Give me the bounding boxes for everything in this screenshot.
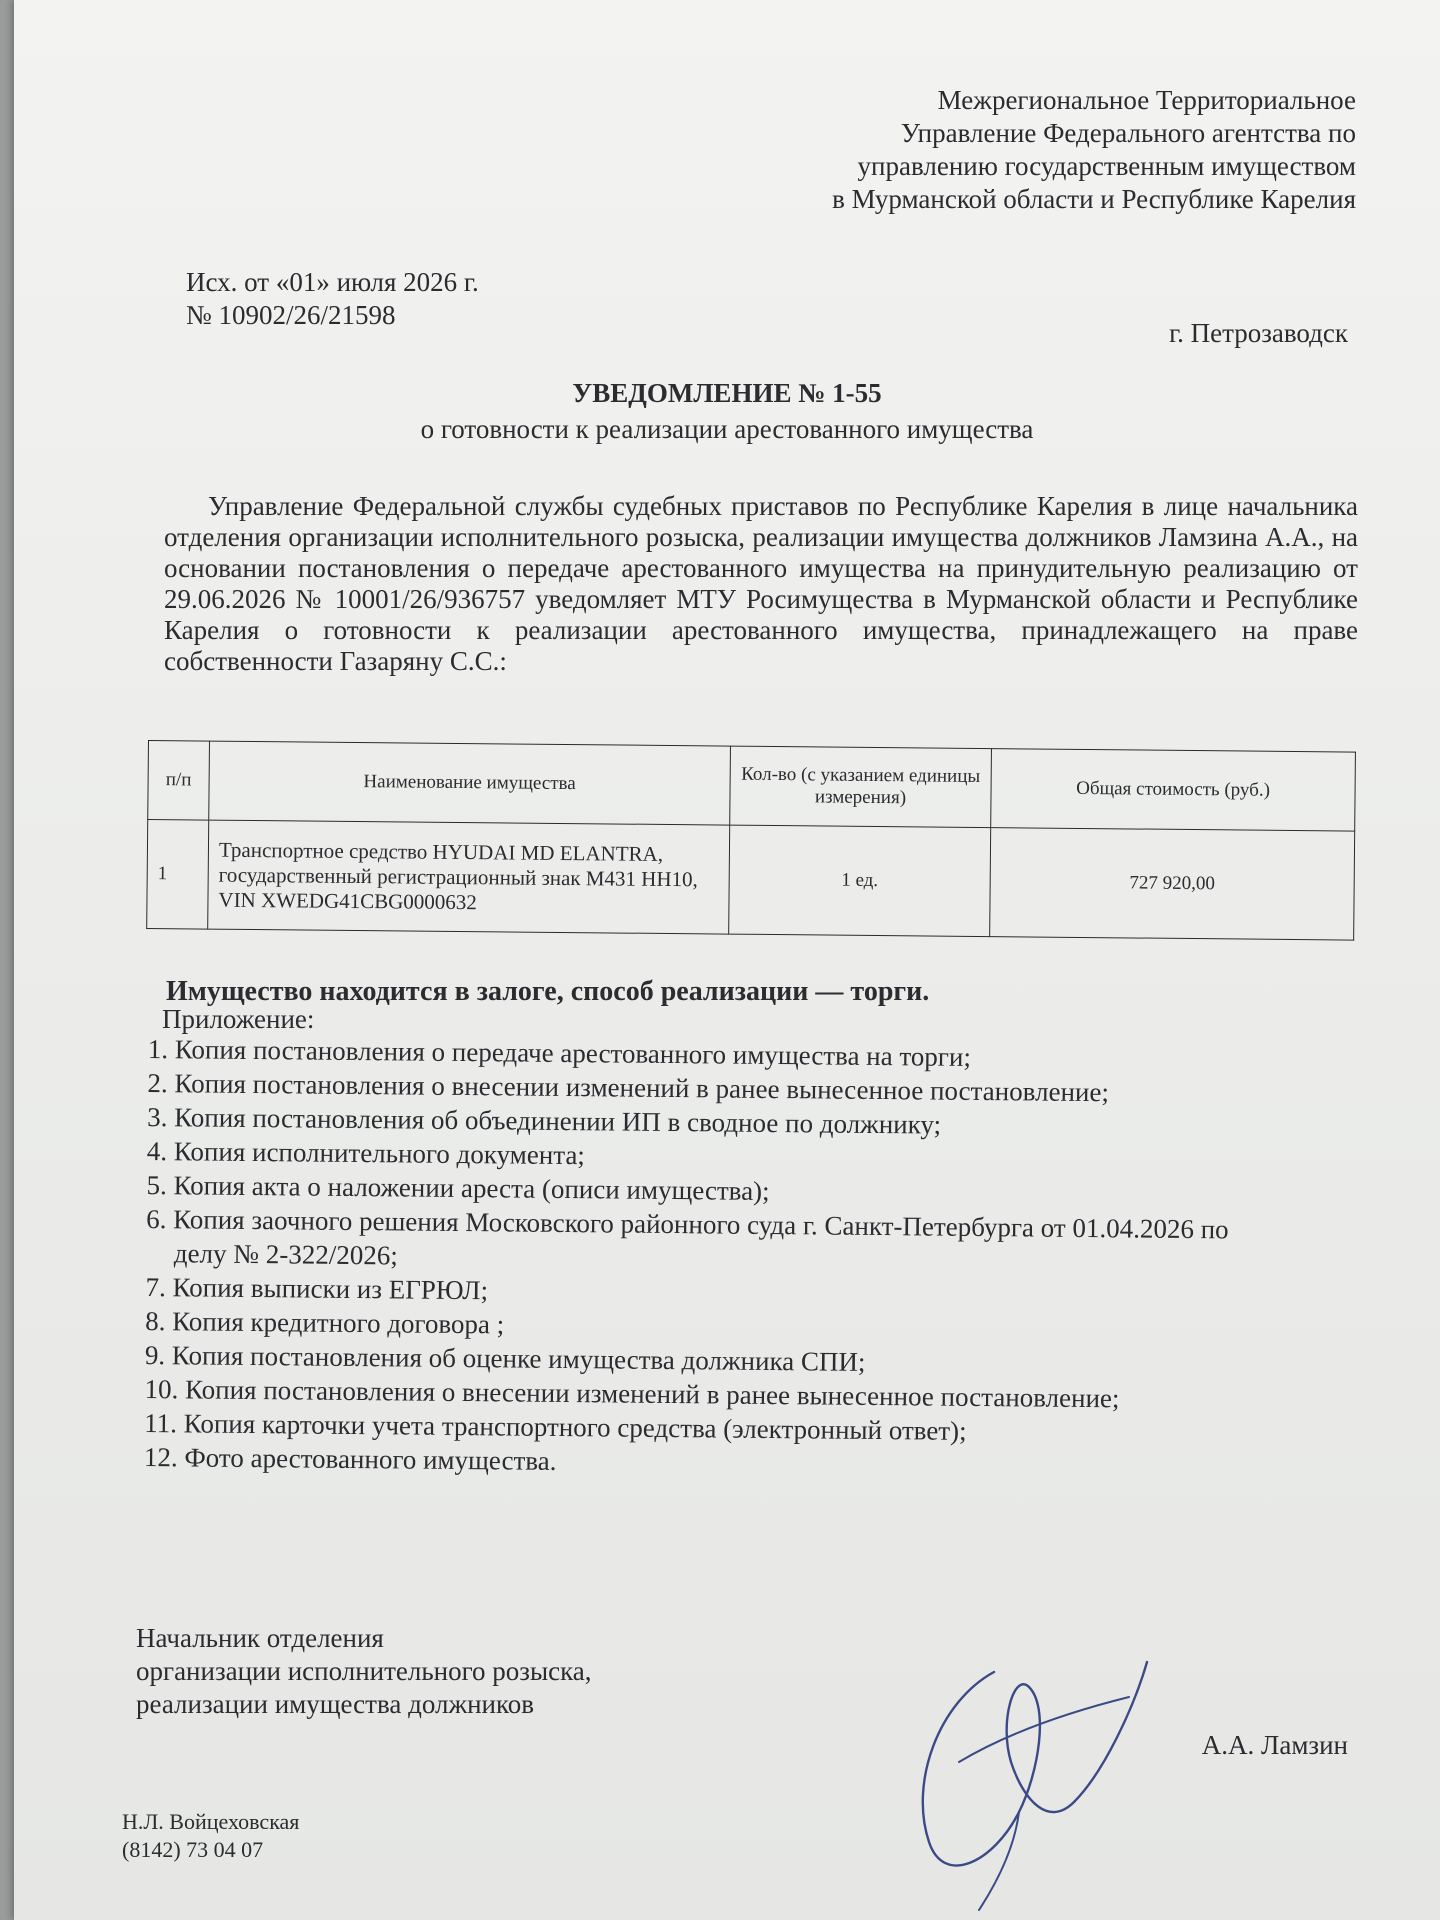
executor-block <box>122 1808 299 1864</box>
pledge-statement: Имущество находится в залоге, способ реализации — торги. <box>166 976 930 1007</box>
executor-name: Н.Л. Войцеховская <box>122 1809 300 1834</box>
header-cost: Общая стоимость (руб.) <box>991 749 1356 831</box>
document-subtitle: о готовности к реализации арестованного имущества <box>420 414 1034 444</box>
list-item: 6. Копия заочного решения Московского районного суда г. Санкт-Петербурга от 01.04.2026 по делу № 2-322/2026; <box>146 1203 1229 1271</box>
executor-phone: (8142) 73 04 07 <box>122 1837 264 1862</box>
signer-line: реализации имущества должников <box>136 1689 534 1719</box>
list-item: 2. Копия постановления о внесении изменений в ранее вынесенное постановление; <box>147 1067 1110 1108</box>
table-header-row <box>148 741 1356 832</box>
cell-name: Транспортное средство HYUDAI MD ELANTRA, государственный регистрационный знак М431 НН10, VIN XWEDG41CBG0000632 <box>208 820 730 934</box>
document-title: УВЕДОМЛЕНИЕ № 1-55 <box>572 378 882 408</box>
property-table <box>146 740 1356 941</box>
list-item: 8. Копия кредитного договора ; <box>145 1305 505 1340</box>
list-item: 12. Фото арестованного имущества. <box>143 1441 557 1476</box>
list-item: 1. Копия постановления о передаче арестованного имущества на торги; <box>147 1033 972 1072</box>
list-item: 10. Копия постановления о внесении изменений в ранее вынесенное постановление; <box>144 1373 1120 1414</box>
intro-paragraph: Управление Федеральной службы судебных приставов по Республике Карелия в лице начальника отделения организации исполнительного розыска, реализации имущества должников Ламзина А.А., на основании постановления о передаче арестованного имущества на принудительную реализацию от 29.06.2026 № 10001/26/936757 уведомляет МТУ Росимущества в Мурманской области и Республике Карелия о готовности к реализации арестованного имущества, принадлежащего на праве собственности Газаряну С.С.: <box>164 491 1358 676</box>
addressee-line: Управление Федерального агентства по <box>900 118 1356 148</box>
header-qty: Кол-во (с указанием единицы измерения) <box>730 746 992 828</box>
list-item: 7. Копия выписки из ЕГРЮЛ; <box>145 1271 489 1306</box>
outgoing-number: № 10902/26/21598 <box>186 300 396 330</box>
handwritten-signature <box>899 1612 1159 1912</box>
addressee-line: в Мурманской области и Республике Карелия <box>832 184 1356 214</box>
city: г. Петрозаводск <box>1169 318 1348 348</box>
signer-position <box>136 1622 592 1721</box>
list-item: 11. Копия карточки учета транспортного средства (электронный ответ); <box>144 1407 967 1446</box>
header-name: Наименование имущества <box>209 741 731 825</box>
signer-line: Начальник отделения <box>136 1623 384 1653</box>
signer-name: А.А. Ламзин <box>1201 1730 1348 1760</box>
addressee-line: управлению государственным имуществом <box>857 151 1356 181</box>
list-item: 3. Копия постановления об объединении ИП в сводное по должнику; <box>147 1101 942 1140</box>
outgoing-date: Исх. от «01» июля 2026 г. <box>186 267 479 297</box>
list-item: 4. Копия исполнительного документа; <box>146 1135 586 1171</box>
list-item: 9. Копия постановления об оценке имущества должника СПИ; <box>144 1339 866 1377</box>
addressee-line: Межрегиональное Территориальное <box>937 85 1356 115</box>
attachments-list <box>144 1032 1266 1485</box>
cell-qty: 1 ед. <box>729 825 991 937</box>
outgoing-reference <box>186 266 479 332</box>
header-num: п/п <box>148 741 210 821</box>
list-item: 5. Копия акта о наложении ареста (описи имущества); <box>146 1169 770 1206</box>
addressee-block <box>832 84 1356 216</box>
document-page <box>14 0 1440 1920</box>
signer-line: организации исполнительного розыска, <box>136 1656 592 1686</box>
table-row <box>147 820 1355 941</box>
cell-cost: 727 920,00 <box>990 828 1355 940</box>
cell-num: 1 <box>147 820 209 930</box>
attachments-label: Приложение: <box>162 1004 315 1034</box>
